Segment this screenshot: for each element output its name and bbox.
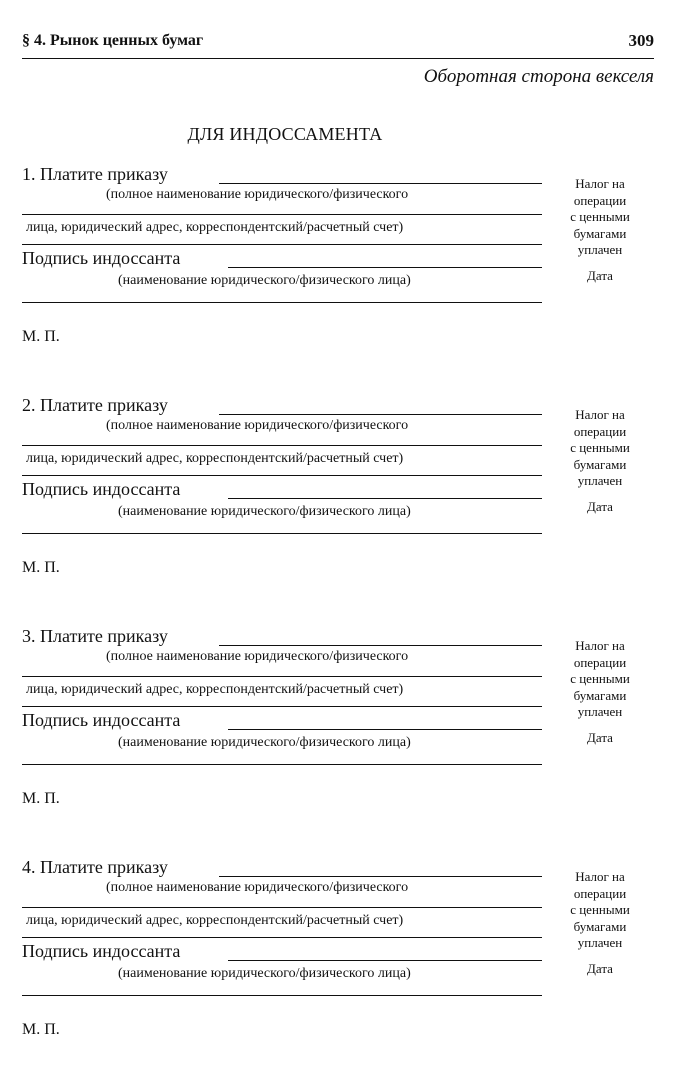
date-label: Дата	[587, 961, 613, 976]
stamp-place-label: М. П.	[22, 790, 60, 807]
tax-note-line: Налог на	[575, 638, 625, 653]
tax-note-line: Налог на	[575, 869, 625, 884]
endorser-name-caption: (наименование юридического/физического лица)	[118, 966, 411, 981]
endorser-signature-label: Подпись индоссанта	[22, 479, 181, 499]
entity-address-caption: лица, юридический адрес, корреспондентский/расчетный счет)	[26, 682, 404, 697]
endorser-name-caption: (наименование юридического/физического лица)	[118, 735, 411, 750]
entity-name-caption: (полное наименование юридического/физического	[106, 187, 409, 202]
date-label: Дата	[587, 730, 613, 745]
pay-order-line	[22, 164, 542, 188]
tax-note-line: бумагами	[573, 687, 627, 703]
stamp-place-label: М. П.	[22, 559, 60, 576]
stamp-place-label: М. П.	[22, 328, 60, 345]
pay-order-label: 1. Платите приказу	[22, 164, 168, 184]
tax-note-line: уплачен	[577, 242, 623, 257]
endorsement-block-3	[22, 626, 656, 826]
pay-order-field[interactable]	[219, 414, 542, 415]
tax-paid-note	[552, 869, 648, 952]
endorser-name-field[interactable]	[22, 302, 542, 303]
pay-order-label: 2. Платите приказу	[22, 395, 168, 415]
tax-note-line: Налог на	[575, 407, 625, 422]
endorser-signature-field[interactable]	[228, 498, 542, 499]
entity-name-field[interactable]	[22, 676, 542, 677]
pay-order-field[interactable]	[219, 876, 542, 877]
entity-name-field[interactable]	[22, 445, 542, 446]
pay-order-line	[22, 857, 542, 881]
endorser-name-field[interactable]	[22, 764, 542, 765]
tax-note-line: бумагами	[573, 225, 627, 241]
tax-note-line: операции	[573, 885, 627, 901]
entity-address-caption: лица, юридический адрес, корреспондентский/расчетный счет)	[26, 220, 404, 235]
endorser-signature-line	[22, 248, 542, 272]
section-heading: § 4. Рынок ценных бумаг	[22, 32, 204, 49]
endorser-name-caption: (наименование юридического/физического лица)	[118, 273, 411, 288]
tax-note-line: с ценными	[570, 209, 630, 224]
pay-order-field[interactable]	[219, 183, 542, 184]
endorser-signature-label: Подпись индоссанта	[22, 941, 181, 961]
endorsement-title: ДЛЯ ИНДОССАМЕНТА	[187, 124, 383, 144]
endorser-signature-line	[22, 941, 542, 965]
tax-note-line: с ценными	[570, 440, 630, 455]
pay-order-label: 3. Платите приказу	[22, 626, 168, 646]
date-label: Дата	[587, 499, 613, 514]
entity-address-field[interactable]	[22, 937, 542, 938]
endorser-name-caption: (наименование юридического/физического лица)	[118, 504, 411, 519]
entity-address-caption: лица, юридический адрес, корреспондентский/расчетный счет)	[26, 451, 404, 466]
stamp-place-label: М. П.	[22, 1021, 60, 1038]
endorser-signature-line	[22, 710, 542, 734]
entity-name-caption: (полное наименование юридического/физического	[106, 649, 409, 664]
pay-order-line	[22, 626, 542, 650]
endorsement-block-2	[22, 395, 656, 595]
page-subtitle: Оборотная сторона векселя	[423, 66, 654, 87]
tax-note-line: уплачен	[577, 704, 623, 719]
tax-note-line: бумагами	[573, 918, 627, 934]
entity-name-field[interactable]	[22, 907, 542, 908]
entity-name-field[interactable]	[22, 214, 542, 215]
tax-note-line: операции	[573, 423, 627, 439]
tax-note-line: с ценными	[570, 902, 630, 917]
entity-name-caption: (полное наименование юридического/физического	[106, 880, 409, 895]
endorser-signature-label: Подпись индоссанта	[22, 248, 181, 268]
tax-paid-note	[552, 407, 648, 490]
tax-note-line: Налог на	[575, 176, 625, 191]
endorser-name-field[interactable]	[22, 533, 542, 534]
tax-note-line: операции	[573, 192, 627, 208]
endorser-signature-label: Подпись индоссанта	[22, 710, 181, 730]
tax-paid-note	[552, 176, 648, 259]
endorser-signature-field[interactable]	[228, 729, 542, 730]
tax-note-line: с ценными	[570, 671, 630, 686]
entity-address-field[interactable]	[22, 706, 542, 707]
endorser-signature-line	[22, 479, 542, 503]
entity-address-caption: лица, юридический адрес, корреспондентский/расчетный счет)	[26, 913, 404, 928]
pay-order-label: 4. Платите приказу	[22, 857, 168, 877]
pay-order-line	[22, 395, 542, 419]
page-number: 309	[628, 31, 654, 50]
tax-note-line: уплачен	[577, 935, 623, 950]
entity-address-field[interactable]	[22, 475, 542, 476]
tax-note-line: операции	[573, 654, 627, 670]
endorser-name-field[interactable]	[22, 995, 542, 996]
entity-address-field[interactable]	[22, 244, 542, 245]
tax-note-line: бумагами	[573, 456, 627, 472]
tax-paid-note	[552, 638, 648, 721]
tax-note-line: уплачен	[577, 473, 623, 488]
endorser-signature-field[interactable]	[228, 960, 542, 961]
pay-order-field[interactable]	[219, 645, 542, 646]
page-header	[22, 28, 654, 59]
endorsement-block-1	[22, 164, 656, 364]
endorser-signature-field[interactable]	[228, 267, 542, 268]
date-label: Дата	[587, 268, 613, 283]
entity-name-caption: (полное наименование юридического/физического	[106, 418, 409, 433]
endorsement-block-4	[22, 857, 656, 1057]
